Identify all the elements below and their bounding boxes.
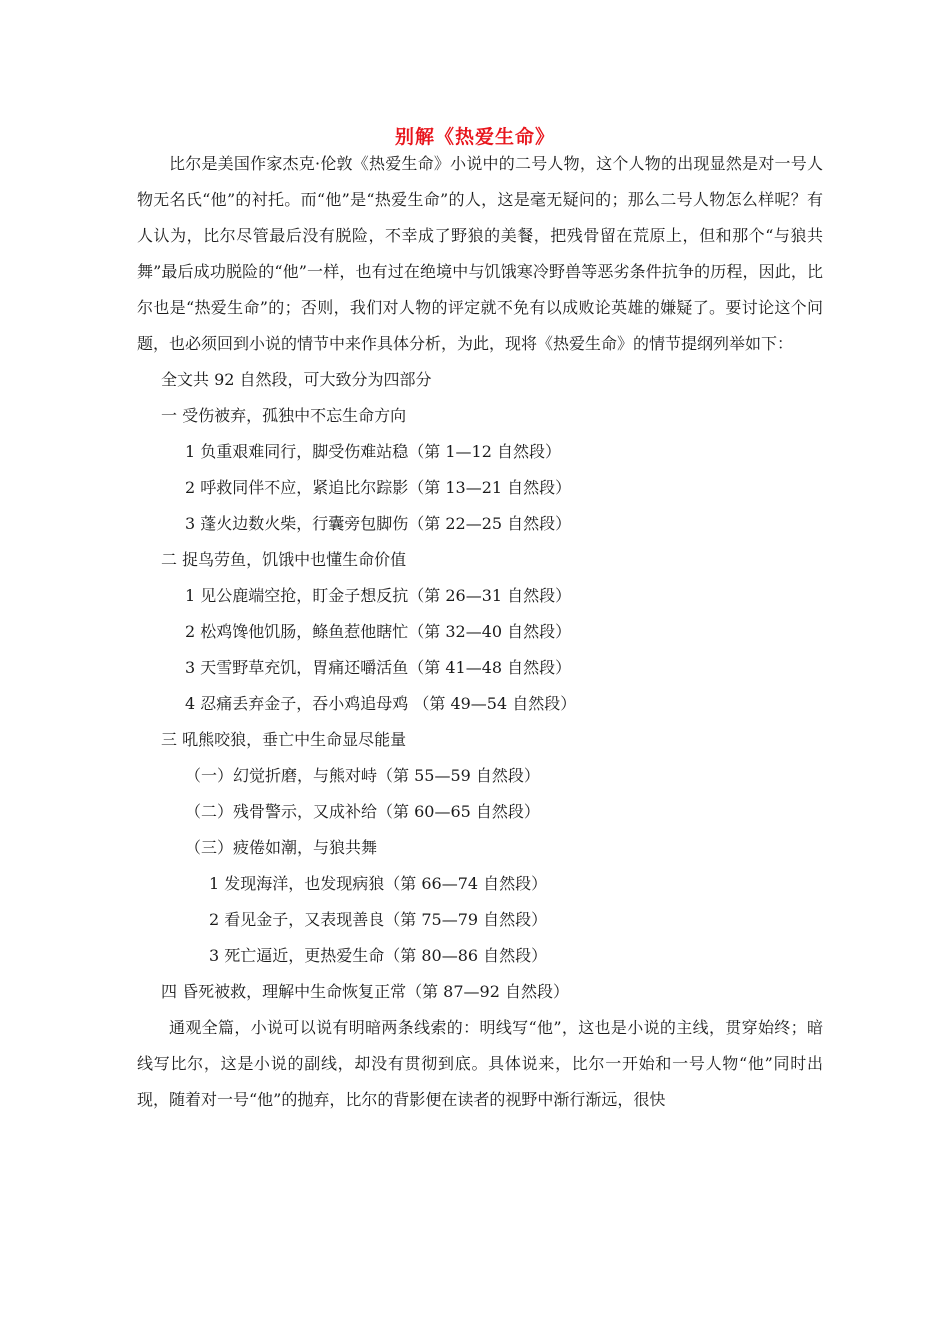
plot-outline	[137, 362, 823, 1010]
document-title: 别解《热爱生命》	[394, 126, 555, 148]
outline-item: 2 看见金子，又表现善良（第 75—79 自然段）	[209, 910, 548, 929]
outline-item: 2 呼救同伴不应，紧追比尔踪影（第 13—21 自然段）	[185, 478, 572, 497]
outline-item: 3 蓬火边数火柴，行囊旁包脚伤（第 22—25 自然段）	[185, 514, 572, 533]
outline-item: （一）幻觉折磨，与熊对峙（第 55—59 自然段）	[185, 766, 540, 785]
outline-item: （三）疲倦如潮，与狼共舞	[185, 838, 378, 857]
outline-item: 3 天雪野草充饥，胃痛还嚼活鱼（第 41—48 自然段）	[185, 658, 572, 677]
outline-item: 1 见公鹿端空抢，盯金子想反抗（第 26—31 自然段）	[185, 586, 572, 605]
outline-item: 一 受伤被弃，孤独中不忘生命方向	[161, 406, 407, 425]
outline-item: 1 负重艰难同行，脚受伤难站稳（第 1—12 自然段）	[185, 442, 561, 461]
outline-item: 1 发现海洋，也发现病狼（第 66—74 自然段）	[209, 874, 548, 893]
intro-paragraph: 比尔是美国作家杰克·伦敦《热爱生命》小说中的二号人物，这个人物的出现显然是对一号人物无名氏“他”的衬托。而“他”是“热爱生命”的人，这是毫无疑问的；那么二号人物怎么样呢？有人认为，比尔尽管最后没有脱险，不幸成了野狼的美餐，把残骨留在荒原上，但和那个“与狼共舞”最后成功脱险的“他”一样，也有过在绝境中与饥饿寒冷野兽等恶劣条件抗争的历程，因此，比尔也是“热爱生命”的；否则，我们对人物的评定就不免有以成败论英雄的嫌疑了。要讨论这个问题，也必须回到小说的情节中来作具体分析，为此，现将《热爱生命》的情节提纲列举如下：	[137, 154, 823, 353]
outline-item: 3 死亡逼近，更热爱生命（第 80—86 自然段）	[209, 946, 548, 965]
outline-item: 二 捉鸟劳鱼，饥饿中也懂生命价值	[161, 550, 407, 569]
outline-item: 2 松鸡馋他饥肠，鲦鱼惹他瞎忙（第 32—40 自然段）	[185, 622, 572, 641]
outline-item: 4 忍痛丢弃金子，吞小鸡追母鸡 （第 49—54 自然段）	[185, 694, 577, 713]
closing-paragraph: 通观全篇，小说可以说有明暗两条线索的：明线写“他”，这也是小说的主线，贯穿始终；暗线写比尔，这是小说的副线，却没有贯彻到底。具体说来，比尔一开始和一号人物“他”同时出现，随着对一号“他”的抛弃，比尔的背影便在读者的视野中渐行渐远，很快	[137, 1018, 823, 1109]
outline-item: （二）残骨警示，又成补给（第 60—65 自然段）	[185, 802, 540, 821]
outline-item: 四 昏死被救，理解中生命恢复正常（第 87—92 自然段）	[161, 982, 569, 1001]
outline-item: 三 吼熊咬狼，垂亡中生命显尽能量	[161, 730, 407, 749]
outline-item: 全文共 92 自然段，可大致分为四部分	[161, 370, 432, 389]
document-body	[137, 146, 823, 1118]
